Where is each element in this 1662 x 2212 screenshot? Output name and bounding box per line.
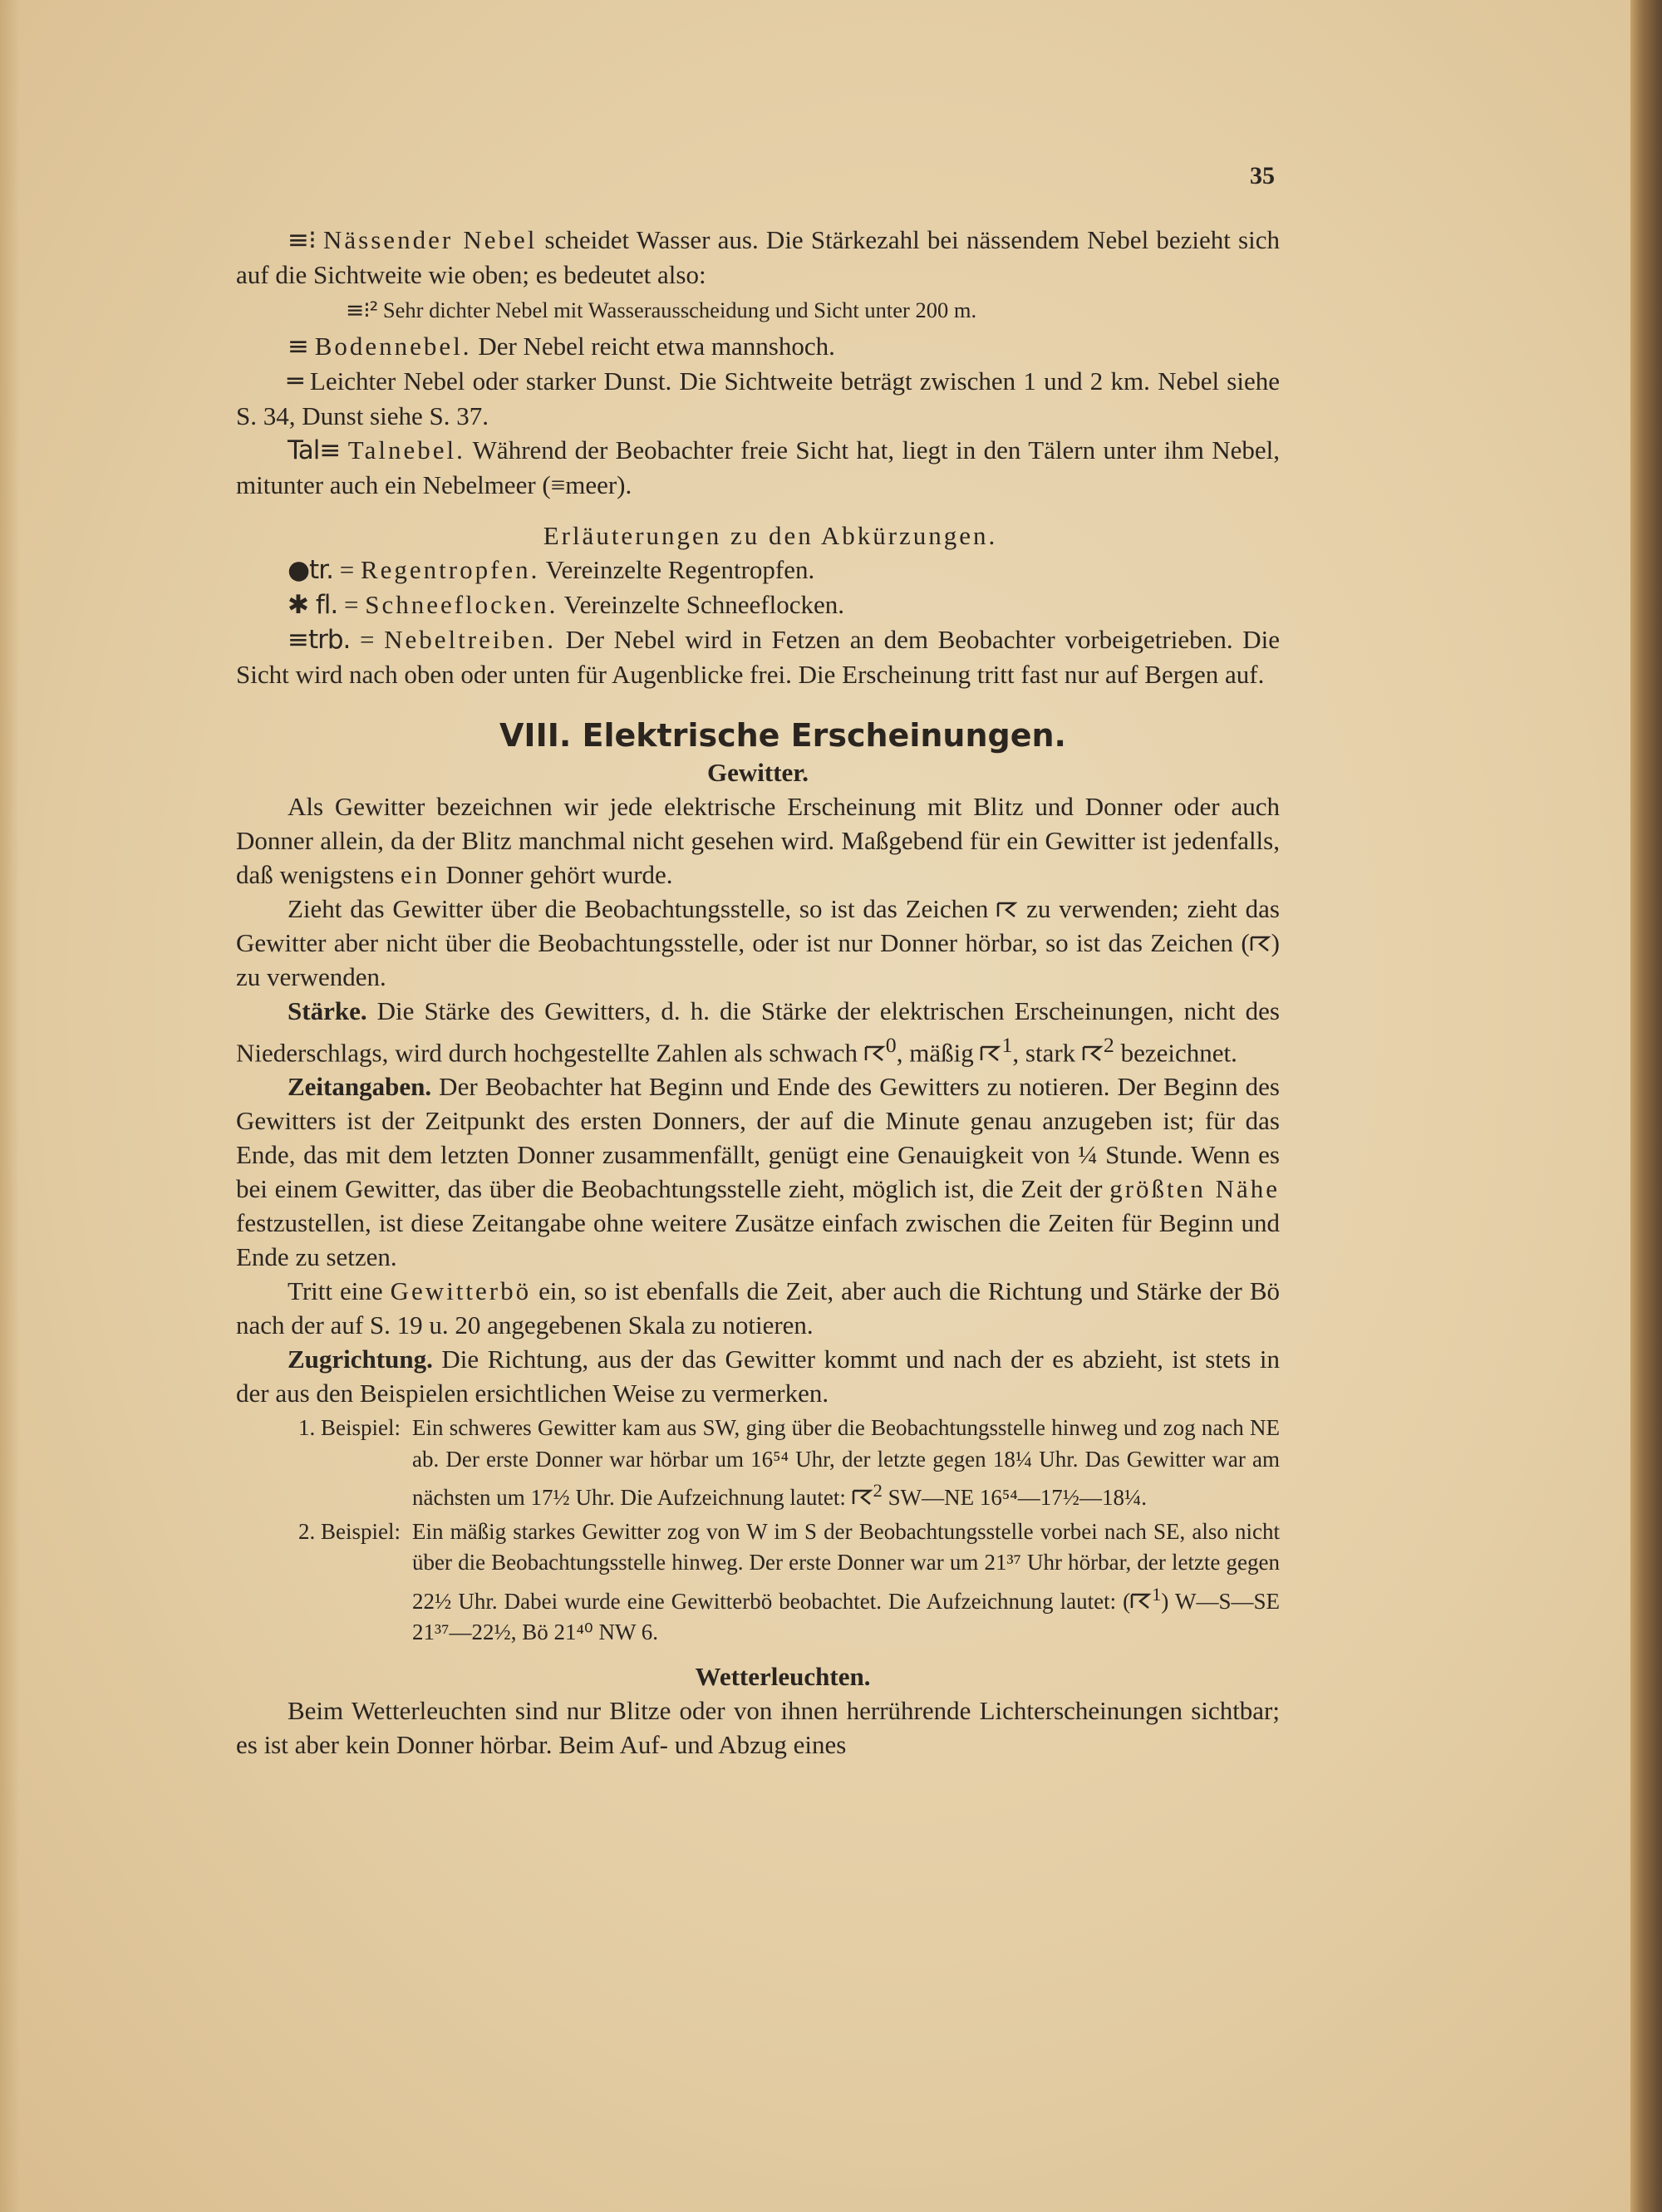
wet-fog-entry: ≡⁝ Nässender Nebel scheidet Wasser aus. Die Stärkezahl bei nässendem Nebel bezieht sich auf die Sichtweite wie oben; es bedeutet also: [236, 225, 1280, 289]
paragraph-definition: Als Gewitter bezeichnen wir jede elektrische Erscheinung mit Blitz und Donner oder auch Donner allein, da der Blitz manchmal nicht gesehen wird. Maßgebend für ein Gewitter ist jedenfalls, daß wenigstens ein Donner gehört wurde. [236, 792, 1280, 889]
section-subtitle: Gewitter. [707, 758, 809, 787]
light-fog-entry: ═ Leichter Nebel oder starker Dunst. Die Sichtweite beträgt zwischen 1 und 2 km. Nebel siehe S. 34, Dunst siehe S. 37. [236, 366, 1280, 430]
thunderstorm-icon [980, 1045, 1001, 1062]
paragraph-time: Zeitangaben. Der Beobachter hat Beginn und Ende des Gewitters zu notieren. Der Beginn des Gewitters ist der Zeitpunkt des ersten Donners, der auf die Minute genau anzugeben ist; für das Ende, das mit dem letzten Donner zusammenfällt, genügt eine Genauigkeit von ¼ Stunde. Wenn es bei einem Gewitter, das über die Beobachtungsstelle zieht, möglich ist, die Zeit der größten Nähe festzustellen, ist diese Zeitangabe ohne weitere Zusätze einfach zwischen die Zeiten für Beginn und Ende zu setzen. [236, 1072, 1281, 1272]
paragraph-gust: Tritt eine Gewitterbö ein, so ist ebenfalls die Zeit, aber auch die Richtung und Stärke der Bö nach der auf S. 19 u. 20 angegebenen Skala zu notieren. [236, 1276, 1280, 1340]
paragraph-sheet-lightning: Beim Wetterleuchten sind nur Blitze oder von ihnen herrührende Lichterscheinungen sichtbar; es ist aber kein Donner hörbar. Beim Auf- und Abzug eines [236, 1695, 1280, 1759]
abbreviations-heading: Erläuterungen zu den Abkürzungen. [543, 521, 998, 550]
thunderstorm-icon [864, 1045, 886, 1062]
abbr-snow-flakes: ✱ fl. = Schneeflocken. Vereinzelte Schneeflocken. [288, 590, 845, 620]
sheet-lightning-title: Wetterleuchten. [695, 1661, 871, 1691]
thunderstorm-icon [1250, 936, 1271, 952]
book-binding [1630, 0, 1662, 2212]
valley-fog-entry: Tal≡ Talnebel. Während der Beobachter freie Sicht hat, liegt in den Tälern unter ihm Nebel, mitunter auch ein Nebelmeer (≡meer). [236, 435, 1280, 499]
abbr-rain-drops: ●tr. = Regentropfen. Vereinzelte Regentropfen. [288, 555, 815, 585]
wet-fog-symbol: ≡⁝ [288, 225, 316, 255]
page-edge [0, 0, 20, 2212]
section-title: VIII. Elektrische Erscheinungen. [499, 717, 1066, 754]
paragraph-direction: Zugrichtung. Die Richtung, aus der das Gewitter kommt und nach der es abzieht, ist stets in der aus den Beispielen ersichtlichen Weise zu vermerken. [236, 1344, 1280, 1408]
paragraph-strength: Stärke. Die Stärke des Gewitters, d. h. die Stärke der elektrischen Erscheinungen, nicht des Niederschlags, wird durch hochgestellte Zahlen als schwach $^0$, mäßig $^1$, stark $^2$ bezeichnet. [236, 996, 1280, 1068]
example-1: 1. Beispiel: Ein schweres Gewitter kam aus SW, ging über die Beobachtungsstelle hinweg und zog nach NE ab. Der erste Donner war hörbar um 16⁵⁴ Uhr, der letzte gegen 18¼ Uhr. Das Gewitter war am nächsten um 17½ Uhr. Die Aufzeichnung lautet: $^2$ SW—NE 16⁵⁴—17½—18¼. [298, 1415, 1280, 1511]
thunderstorm-icon [1082, 1045, 1104, 1062]
page-number: 35 [1250, 162, 1275, 189]
thunderstorm-icon [1130, 1593, 1152, 1610]
thunderstorm-icon [852, 1489, 873, 1506]
main-text-column [236, 223, 1280, 1762]
thunderstorm-icon [996, 902, 1018, 918]
example-2: 2. Beispiel: Ein mäßig starkes Gewitter zog von W im S der Beobachtungsstelle vorbei nach SE, also nicht über die Beobachtungsstelle hinweg. Der erste Donner war um 21³⁷ Uhr hörbar, der letzte gegen 22½ Uhr. Dabei wurde eine Gewitterbö beobachtet. Die Aufzeichnung lautet: ( $^1$) W—S—SE 21³⁷—22½, Bö 21⁴⁰ NW 6. [298, 1518, 1281, 1645]
abbr-fog-drift: ≡trb. = Nebeltreiben. Der Nebel wird in Fetzen an dem Beobachter vorbeigetrieben. Die Sicht wird nach oben oder unten für Augenblicke frei. Die Erscheinung tritt fast nur auf Bergen auf. [236, 625, 1280, 689]
ground-fog-entry: ≡ Bodennebel. Der Nebel reicht etwa mannshoch. [288, 332, 835, 361]
wet-fog-example: ≡⁝² Sehr dichter Nebel mit Wasserausscheidung und Sicht unter 200 m. [346, 297, 977, 323]
paragraph-symbol-usage: Zieht das Gewitter über die Beobachtungsstelle, so ist das Zeichen zu verwenden; zieht das Gewitter aber nicht über die Beobachtungsstelle, oder ist nur Donner hörbar, so ist das Zeichen ( ) zu verwenden. [236, 894, 1280, 991]
